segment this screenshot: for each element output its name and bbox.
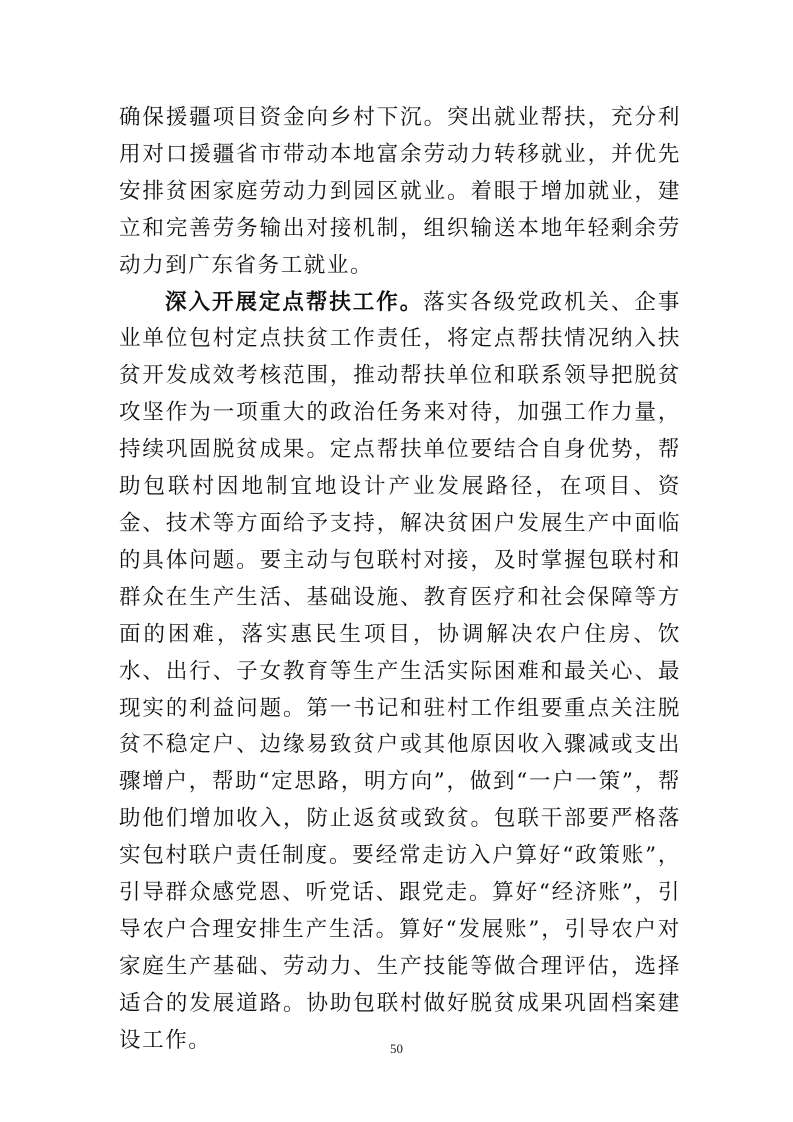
paragraph-heading: 深入开展定点帮扶工作。 — [165, 289, 424, 315]
paragraph-text: 确保援疆项目资金向乡村下沉。突出就业帮扶，充分利用对口援疆省市带动本地富余劳动力转移就业，并优先安排贫困家庭劳动力到园区就业。着眼于增加就业，建立和完善劳务输出对接机制，组织输送本地年轻剩余劳动力到广东省务工就业。 — [119, 105, 681, 278]
paragraph-continued — [119, 100, 681, 285]
paragraph-text: 落实各级党政机关、企事业单位包村定点扶贫工作责任，将定点帮扶情况纳入扶贫开发成效考核范围，推动帮扶单位和联系领导把脱贫攻坚作为一项重大的政治任务来对待，加强工作力量，持续巩固脱贫成果。定点帮扶单位要结合自身优势，帮助包联村因地制宜地设计产业发展路径，在项目、资金、技术等方面给予支持，解决贫困户发展生产中面临的具体问题。要主动与包联村对接，及时掌握包联村和群众在生产生活、基础设施、教育医疗和社会保障等方面的困难，落实惠民生项目，协调解决农户住房、饮水、出行、子女教育等生产生活实际困难和最关心、最现实的利益问题。第一书记和驻村工作组要重点关注脱贫不稳定户、边缘易致贫户或其他原因收入骤减或支出骤增户，帮助“定思路，明方向”，做到“一户一策”，帮助他们增加收入，防止返贫或致贫。包联干部要严格落实包村联户责任制度。要经常走访入户算好“政策账”，引导群众感党恩、听党话、跟党走。算好“经济账”，引导农户合理安排生产生活。算好“发展账”，引导农户对家庭生产基础、劳动力、生产技能等做合理评估，选择适合的发展道路。协助包联村做好脱贫成果巩固档案建设工作。 — [119, 289, 681, 1053]
paragraph-targeted-assistance — [119, 285, 681, 1060]
page-number: 50 — [390, 1041, 403, 1056]
body-text — [119, 100, 681, 1060]
